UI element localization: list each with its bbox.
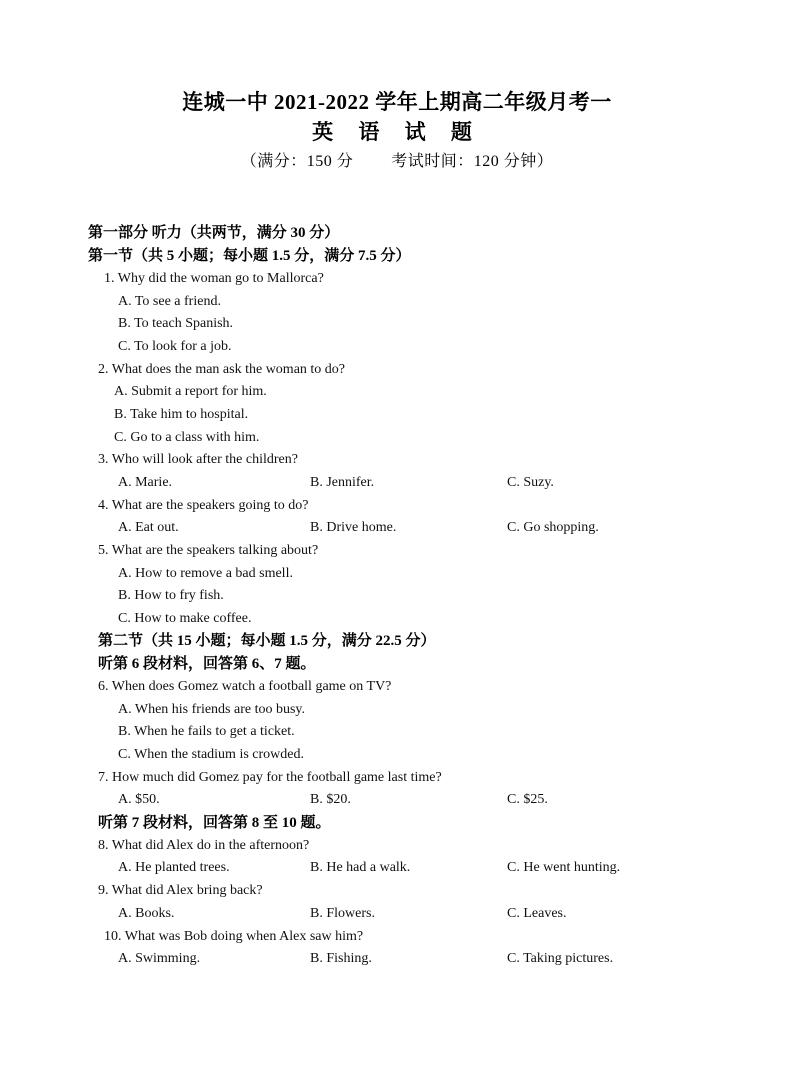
question-4: 4. What are the speakers going to do? bbox=[98, 498, 309, 513]
q8-option-c: C. He went hunting. bbox=[507, 860, 621, 875]
q10-option-c: C. Taking pictures. bbox=[507, 951, 614, 966]
material-7-instruction: 听第 7 段材料，回答第 8 至 10 题。 bbox=[98, 815, 331, 831]
q9-option-b: B. Flowers. bbox=[310, 906, 375, 921]
question-5: 5. What are the speakers talking about? bbox=[98, 543, 319, 558]
q1-option-b: B. To teach Spanish. bbox=[118, 316, 234, 331]
q10-option-a: A. Swimming. bbox=[118, 951, 201, 966]
q6-option-b: B. When he fails to get a ticket. bbox=[118, 724, 295, 739]
question-7: 7. How much did Gomez pay for the football game last time? bbox=[98, 770, 442, 785]
q6-option-a: A. When his friends are too busy. bbox=[118, 702, 306, 717]
question-8: 8. What did Alex do in the afternoon? bbox=[98, 838, 310, 853]
q8-option-a: A. He planted trees. bbox=[118, 860, 230, 875]
q2-option-b: B. Take him to hospital. bbox=[114, 407, 249, 422]
q2-option-c: C. Go to a class with him. bbox=[114, 430, 260, 445]
q7-option-a: A. $50. bbox=[118, 792, 160, 807]
q7-option-c: C. $25. bbox=[507, 792, 548, 807]
q9-option-a: A. Books. bbox=[118, 906, 175, 921]
q4-option-c: C. Go shopping. bbox=[507, 520, 599, 535]
exam-info bbox=[0, 148, 794, 171]
section1-heading: 第一节（共 5 小题；每小题 1.5 分，满分 7.5 分） bbox=[88, 248, 411, 264]
q3-option-c: C. Suzy. bbox=[507, 475, 554, 490]
q1-option-a: A. To see a friend. bbox=[118, 294, 221, 309]
q3-option-b: B. Jennifer. bbox=[310, 475, 375, 490]
question-2: 2. What does the man ask the woman to do? bbox=[98, 362, 346, 377]
q2-option-a: A. Submit a report for him. bbox=[114, 384, 267, 399]
section2-heading: 第二节（共 15 小题；每小题 1.5 分，满分 22.5 分） bbox=[98, 633, 436, 649]
q7-option-b: B. $20. bbox=[310, 792, 351, 807]
question-10: 10. What was Bob doing when Alex saw him? bbox=[104, 929, 364, 944]
q6-option-c: C. When the stadium is crowded. bbox=[118, 747, 304, 762]
question-9: 9. What did Alex bring back? bbox=[98, 883, 263, 898]
q4-option-a: A. Eat out. bbox=[118, 520, 179, 535]
q4-option-b: B. Drive home. bbox=[310, 520, 397, 535]
q10-option-b: B. Fishing. bbox=[310, 951, 372, 966]
q9-option-c: C. Leaves. bbox=[507, 906, 567, 921]
question-6: 6. When does Gomez watch a football game on TV? bbox=[98, 679, 392, 694]
exam-time: 考试时间：120 分钟） bbox=[391, 153, 554, 170]
q5-option-a: A. How to remove a bad smell. bbox=[118, 566, 293, 581]
exam-subject: 英 语 试 题 bbox=[312, 120, 482, 144]
q1-option-c: C. To look for a job. bbox=[118, 339, 232, 354]
q5-option-c: C. How to make coffee. bbox=[118, 611, 252, 626]
q3-option-a: A. Marie. bbox=[118, 475, 173, 490]
material-6-instruction: 听第 6 段材料，回答第 6、7 题。 bbox=[98, 656, 316, 672]
question-1: 1. Why did the woman go to Mallorca? bbox=[104, 271, 324, 286]
part1-heading: 第一部分 听力（共两节，满分 30 分） bbox=[88, 225, 340, 241]
exam-title: 连城一中 2021-2022 学年上期高二年级月考一 bbox=[182, 90, 612, 114]
q5-option-b: B. How to fry fish. bbox=[118, 588, 224, 603]
exam-score: （满分：150 分 bbox=[240, 153, 354, 170]
question-3: 3. Who will look after the children? bbox=[98, 452, 298, 467]
q8-option-b: B. He had a walk. bbox=[310, 860, 411, 875]
